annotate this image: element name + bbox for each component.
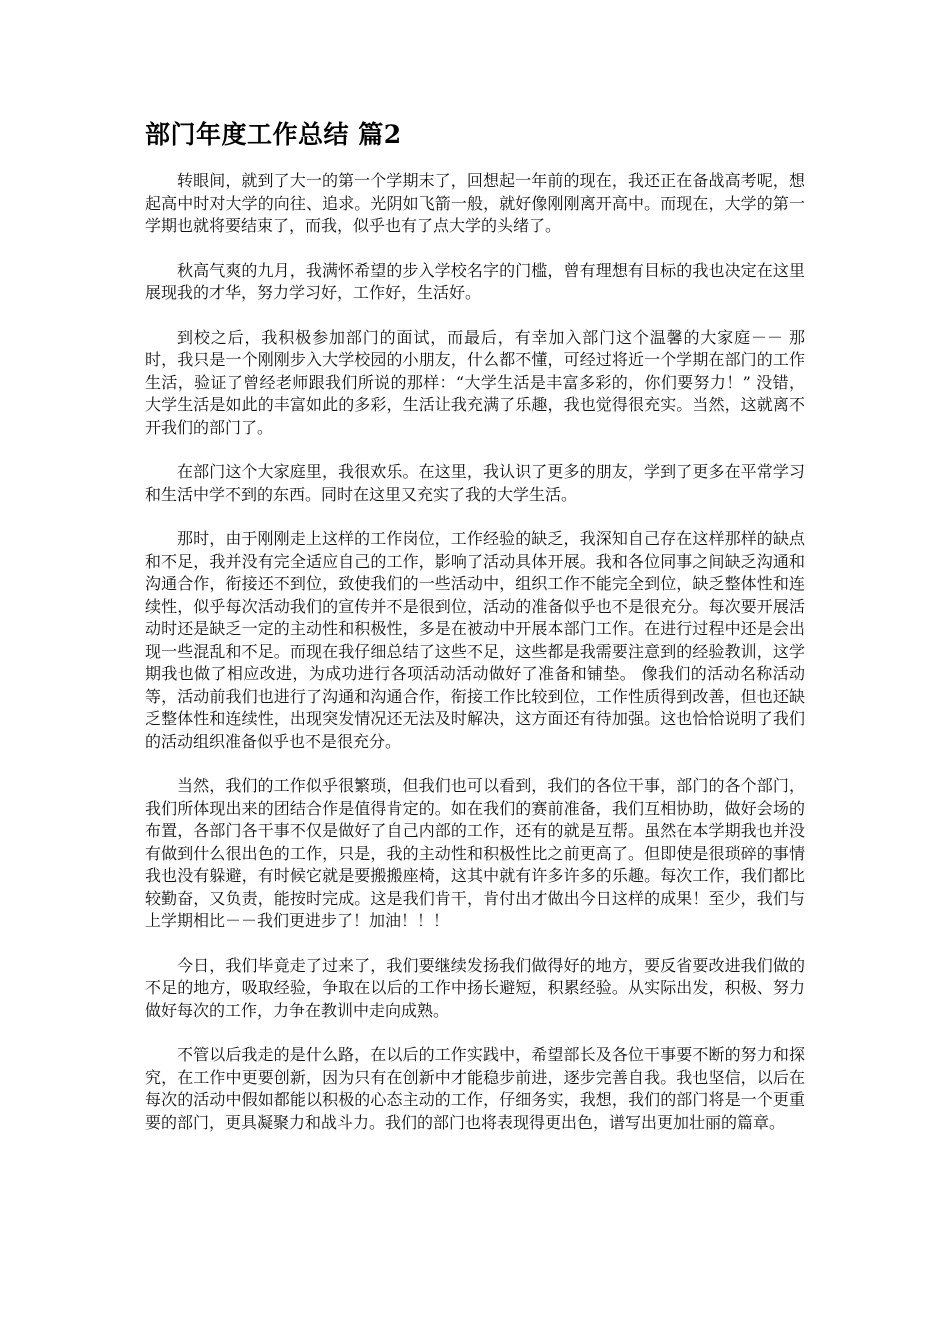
paragraph-7: 今日，我们毕竟走了过来了，我们要继续发扬我们做得好的地方，要反省要改进我们做的不足的地方，吸取经验，争取在以后的工作中扬长避短，积累经验。从实际出发，积极、努力做好每次的工作，力争在教训中走向成熟。 xyxy=(145,955,805,1020)
paragraph-4: 在部门这个大家庭里，我很欢乐。在这里，我认识了更多的朋友，学到了更多在平常学习和生活中学不到的东西。同时在这里又充实了我的大学生活。 xyxy=(145,462,805,504)
paragraph-2: 秋高气爽的九月，我满怀希望的步入学校名字的门槛，曾有理想有目标的我也决定在这里展现我的才华，努力学习好，工作好，生活好。 xyxy=(145,260,805,302)
paragraph-1: 转眼间，就到了大一的第一个学期末了，回想起一年前的现在，我还正在备战高考呢，想起高中时对大学的向往、追求。光阴如飞箭一般，就好像刚刚离开高中。而现在，大学的第一学期也就将要结束了，而我，似乎也有了点大学的头绪了。 xyxy=(145,171,805,235)
paragraph-5: 那时，由于刚刚走上这样的工作岗位，工作经验的缺乏，我深知自己存在这样那样的缺点和不足，我并没有完全适应自己的工作，影响了活动具体开展。我和各位同事之间缺乏沟通和沟通合作，衔接还不到位，致使我们的一些活动中，组织工作不能完全到位，缺乏整体性和连续性，似乎每次活动我们的宣传并不是很到位，活动的准备似乎也不是很充分。每次要开展活动时还是缺乏一定的主动性和积极性，多是在被动中开展本部门工作。在进行过程中还是会出现一些混乱和不足。而现在我仔细总结了这些不足，这些都是我需要注意到的经验教训，这学期我也做了相应改进，为成功进行各项活动活动做好了准备和铺垫。 像我们的活动名称活动等，活动前我们也进行了沟通和沟通合作，衔接工作比较到位，工作性质得到改善，但也还缺乏整体性和连续性，出现突发情况还无法及时解决，这方面还有待加强。这也恰恰说明了我们的活动组织准备似乎也不是很充分。 xyxy=(145,529,805,751)
paragraph-6: 当然，我们的工作似乎很繁琐，但我们也可以看到，我们的各位干事，部门的各个部门，我们所体现出来的团结合作是值得肯定的。如在我们的赛前准备，我们互相协助，做好会场的布置，各部门各干事不仅是做好了自己内部的工作，还有的就是互帮。虽然在本学期我也并没有做到什么很出色的工作，只是，我的主动性和积极性比之前更高了。但即使是很琐碎的事情我也没有躲避，有时候它就是要搬搬座椅，这其中就有许多许多的乐趣。每次工作，我们都比较勤奋，又负责，能按时完成。这是我们肯干，肯付出才做出今日这样的成果！至少，我们与上学期相比－－我们更进步了！加油！！！ xyxy=(145,776,805,930)
document-body xyxy=(145,118,805,1156)
paragraph-8: 不管以后我走的是什么路，在以后的工作实践中，希望部长及各位干事要不断的努力和探究，在工作中更要创新，因为只有在创新中才能稳步前进，逐步完善自我。我也坚信，以后在每次的活动中假如都能以积极的心态主动的工作，仔细务实，我想，我们的部门将是一个更重要的部门，更具凝聚力和战斗力。我们的部门也将表现得更出色，谱写出更加壮丽的篇章。 xyxy=(145,1045,805,1132)
document-title: 部门年度工作总结 篇2 xyxy=(145,120,402,149)
paragraph-3: 到校之后，我积极参加部门的面试，而最后，有幸加入部门这个温馨的大家庭－－ 那时，我只是一个刚刚步入大学校园的小朋友，什么都不懂，可经过将近一个学期在部门的工作生活，验证了曾经老师跟我们所说的那样：“大学生活是丰富多彩的，你们要努力！” 没错，大学生活是如此的丰富如此的多彩，生活让我充满了乐趣，我也觉得很充实。当然，这就离不开我们的部门了。 xyxy=(145,327,805,437)
